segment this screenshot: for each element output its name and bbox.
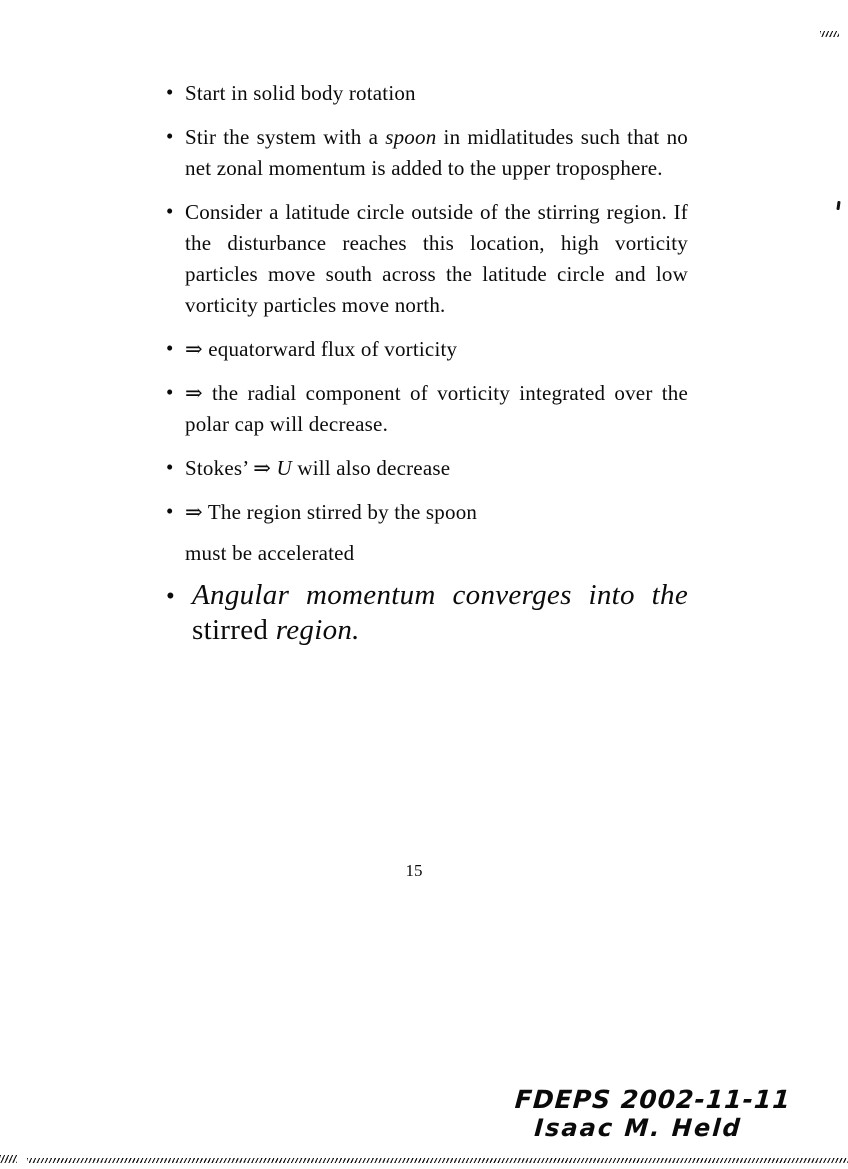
bullet-item bbox=[166, 122, 688, 184]
scan-artifact-corner bbox=[0, 1155, 17, 1163]
handwritten-author: Isaac M. Held bbox=[533, 1113, 743, 1142]
bullet-marker-icon: • bbox=[166, 455, 174, 479]
bullet-text: Consider a latitude circle outside of the stirring region. If the disturbance reaches this location, high vorticity particles move south across the latitude circle and low vorticity particles move north. bbox=[185, 200, 688, 317]
bullet-marker-icon: • bbox=[166, 336, 174, 360]
bullet-text: Stir the system with a spoon in midlatitudes such that no net zonal momentum is added to the upper troposphere. bbox=[185, 125, 688, 180]
page-number: 15 bbox=[405, 861, 423, 880]
bullet-item bbox=[166, 334, 688, 365]
scan-edge-line bbox=[27, 1158, 848, 1163]
bullet-marker-icon: • bbox=[166, 583, 176, 610]
slide-content bbox=[166, 78, 688, 661]
scan-artifact-squiggle bbox=[820, 31, 839, 37]
bullet-text: ⇒ equatorward flux of vorticity bbox=[185, 337, 458, 361]
bullet-text: Start in solid body rotation bbox=[185, 81, 416, 105]
bullet-marker-icon: • bbox=[166, 199, 174, 223]
bullet-marker-icon: • bbox=[166, 380, 174, 404]
bullet-item bbox=[166, 78, 688, 109]
bullet-text: ⇒ the radial component of vorticity integrated over the polar cap will decrease. bbox=[185, 381, 688, 436]
bullet-continuation-text: must be accelerated bbox=[185, 541, 355, 565]
bullet-text: Stokes’ ⇒ U will also decrease bbox=[185, 456, 451, 480]
handwritten-annotation bbox=[512, 1085, 792, 1142]
scan-artifact-tick bbox=[836, 201, 840, 210]
bullet-marker-icon: • bbox=[166, 124, 174, 148]
bullet-marker-icon: • bbox=[166, 80, 174, 104]
bullet-marker-icon: • bbox=[166, 499, 174, 523]
bullet-text: Angular momentum converges into the stirred region. bbox=[192, 579, 688, 646]
bullet-item bbox=[166, 578, 688, 648]
handwritten-date: FDEPS 2002-11-11 bbox=[514, 1085, 792, 1114]
bullet-list bbox=[166, 78, 688, 648]
bullet-text: ⇒ The region stirred by the spoon bbox=[185, 500, 478, 524]
bullet-item bbox=[166, 453, 688, 484]
bullet-item bbox=[166, 497, 688, 569]
bullet-item bbox=[166, 197, 688, 321]
bullet-item bbox=[166, 378, 688, 440]
